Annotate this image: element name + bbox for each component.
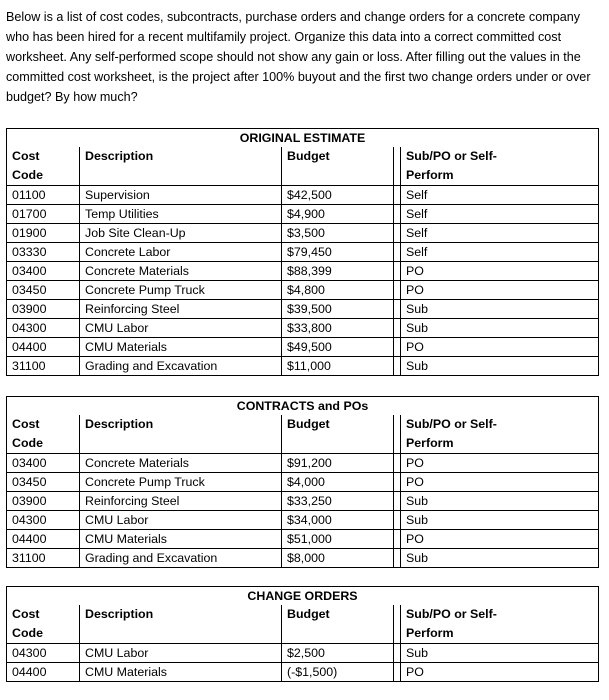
sub-po-cell: Sub — [401, 318, 599, 337]
sub-po-cell: PO — [401, 453, 599, 472]
table-row — [7, 453, 599, 472]
budget-cell: $4,000 — [282, 472, 394, 491]
sub-po-cell: Self — [401, 204, 599, 223]
column-gap — [394, 491, 401, 510]
sub-po-cell: PO — [401, 337, 599, 356]
sub-po-cell: Self — [401, 223, 599, 242]
table-title: CONTRACTS and POs — [236, 399, 369, 413]
sub-po-cell: PO — [401, 280, 599, 299]
change-orders-table — [6, 586, 599, 682]
column-gap — [394, 318, 401, 337]
sub-po-cell: PO — [401, 472, 599, 491]
budget-cell: $34,000 — [282, 510, 394, 529]
table-row — [7, 299, 599, 318]
budget-cell: $2,500 — [282, 643, 394, 662]
cost-code-cell: 04400 — [7, 662, 80, 681]
cost-code-cell: 03450 — [7, 472, 80, 491]
column-gap — [394, 548, 401, 567]
column-gap — [394, 434, 401, 453]
description-cell: Concrete Pump Truck — [80, 472, 282, 491]
table-row — [7, 529, 599, 548]
cost-code-cell: 01900 — [7, 223, 80, 242]
header-cost-code-line2: Code — [7, 434, 80, 453]
header-sub-po-line2: Perform — [401, 624, 599, 643]
column-gap — [394, 510, 401, 529]
table-row — [7, 643, 599, 662]
column-gap — [394, 662, 401, 681]
table-row — [7, 548, 599, 567]
description-cell: Supervision — [80, 185, 282, 204]
column-gap — [394, 261, 401, 280]
budget-cell: $8,000 — [282, 548, 394, 567]
budget-cell: $4,800 — [282, 280, 394, 299]
header-sub-po-line2: Perform — [401, 434, 599, 453]
table-title: CHANGE ORDERS — [247, 589, 358, 603]
cost-code-cell: 01700 — [7, 204, 80, 223]
column-gap — [394, 166, 401, 185]
column-gap — [394, 299, 401, 318]
header-cost-code-line2: Code — [7, 166, 80, 185]
column-gap — [394, 624, 401, 643]
cost-code-cell: 03400 — [7, 261, 80, 280]
table-row — [7, 223, 599, 242]
column-gap — [394, 223, 401, 242]
budget-cell: $91,200 — [282, 453, 394, 472]
budget-cell: $39,500 — [282, 299, 394, 318]
description-cell: Reinforcing Steel — [80, 299, 282, 318]
description-cell: CMU Labor — [80, 318, 282, 337]
column-gap — [394, 472, 401, 491]
table-row — [7, 242, 599, 261]
column-gap — [394, 147, 401, 166]
cost-code-cell: 04300 — [7, 643, 80, 662]
column-gap — [394, 643, 401, 662]
column-gap — [394, 529, 401, 548]
column-gap — [394, 242, 401, 261]
description-cell: Concrete Pump Truck — [80, 280, 282, 299]
sub-po-cell: PO — [401, 529, 599, 548]
cost-code-cell: 31100 — [7, 356, 80, 375]
sub-po-cell: Sub — [401, 299, 599, 318]
cost-code-cell: 03900 — [7, 491, 80, 510]
table-row — [7, 185, 599, 204]
budget-cell: $42,500 — [282, 185, 394, 204]
sub-po-cell: PO — [401, 662, 599, 681]
table-row — [7, 261, 599, 280]
cost-code-cell: 03450 — [7, 280, 80, 299]
cost-code-cell: 03400 — [7, 453, 80, 472]
sub-po-cell: Sub — [401, 643, 599, 662]
table-row — [7, 662, 599, 681]
header-description-blank — [80, 166, 282, 185]
header-budget-blank — [282, 624, 394, 643]
table-row — [7, 356, 599, 375]
header-budget: Budget — [282, 147, 394, 166]
original-estimate-table — [6, 128, 599, 376]
description-cell: CMU Materials — [80, 662, 282, 681]
description-cell: Concrete Materials — [80, 261, 282, 280]
column-gap — [394, 337, 401, 356]
cost-code-cell: 01100 — [7, 185, 80, 204]
sub-po-cell: Self — [401, 242, 599, 261]
header-budget-blank — [282, 434, 394, 453]
column-gap — [394, 356, 401, 375]
table-title: ORIGINAL ESTIMATE — [239, 131, 366, 145]
cost-code-cell: 04400 — [7, 529, 80, 548]
cost-code-cell: 31100 — [7, 548, 80, 567]
table-row — [7, 510, 599, 529]
cost-code-cell: 03900 — [7, 299, 80, 318]
description-cell: CMU Materials — [80, 529, 282, 548]
header-description-blank — [80, 434, 282, 453]
header-cost-code: Cost — [7, 147, 80, 166]
sub-po-cell: Sub — [401, 356, 599, 375]
header-description: Description — [80, 147, 282, 166]
header-cost-code: Cost — [7, 415, 80, 434]
cost-code-cell: 04300 — [7, 510, 80, 529]
description-cell: Concrete Labor — [80, 242, 282, 261]
cost-code-cell: 03330 — [7, 242, 80, 261]
description-cell: CMU Materials — [80, 337, 282, 356]
column-gap — [394, 415, 401, 434]
table-row — [7, 337, 599, 356]
column-gap — [394, 185, 401, 204]
description-cell: Grading and Excavation — [80, 548, 282, 567]
header-sub-po: Sub/PO or Self- — [401, 415, 599, 434]
budget-cell: $33,800 — [282, 318, 394, 337]
table-row — [7, 318, 599, 337]
column-gap — [394, 204, 401, 223]
budget-cell: $49,500 — [282, 337, 394, 356]
header-budget: Budget — [282, 415, 394, 434]
header-description: Description — [80, 415, 282, 434]
description-cell: CMU Labor — [80, 510, 282, 529]
contracts-pos-table — [6, 396, 599, 568]
description-cell: Grading and Excavation — [80, 356, 282, 375]
budget-cell: $88,399 — [282, 261, 394, 280]
description-cell: Concrete Materials — [80, 453, 282, 472]
header-cost-code: Cost — [7, 605, 80, 624]
header-description: Description — [80, 605, 282, 624]
table-row — [7, 491, 599, 510]
description-cell: CMU Labor — [80, 643, 282, 662]
table-row — [7, 204, 599, 223]
sub-po-cell: Sub — [401, 491, 599, 510]
description-cell: Temp Utilities — [80, 204, 282, 223]
description-cell: Reinforcing Steel — [80, 491, 282, 510]
budget-cell: $51,000 — [282, 529, 394, 548]
header-sub-po: Sub/PO or Self- — [401, 147, 599, 166]
sub-po-cell: Sub — [401, 510, 599, 529]
budget-cell: $33,250 — [282, 491, 394, 510]
column-gap — [394, 280, 401, 299]
header-description-blank — [80, 624, 282, 643]
instructions-text: Below is a list of cost codes, subcontracts, purchase orders and change orders for a concrete company who has been hired for a recent multifamily project. Organize this data into a correct committed cost worksheet. Any self-performed scope should not show any gain or loss. After filling out the values in the committed cost worksheet, is the project after 100% buyout and the first two change orders under or over budget? By how much? — [6, 10, 591, 104]
sub-po-cell: Self — [401, 185, 599, 204]
header-cost-code-line2: Code — [7, 624, 80, 643]
cost-code-cell: 04400 — [7, 337, 80, 356]
description-cell: Job Site Clean-Up — [80, 223, 282, 242]
header-sub-po: Sub/PO or Self- — [401, 605, 599, 624]
budget-cell: $3,500 — [282, 223, 394, 242]
table-row — [7, 280, 599, 299]
column-gap — [394, 453, 401, 472]
budget-cell: $4,900 — [282, 204, 394, 223]
budget-cell: $79,450 — [282, 242, 394, 261]
header-sub-po-line2: Perform — [401, 166, 599, 185]
header-budget: Budget — [282, 605, 394, 624]
cost-code-cell: 04300 — [7, 318, 80, 337]
budget-cell: (-$1,500) — [282, 662, 394, 681]
budget-cell: $11,000 — [282, 356, 394, 375]
header-budget-blank — [282, 166, 394, 185]
sub-po-cell: PO — [401, 261, 599, 280]
sub-po-cell: Sub — [401, 548, 599, 567]
table-row — [7, 472, 599, 491]
column-gap — [394, 605, 401, 624]
